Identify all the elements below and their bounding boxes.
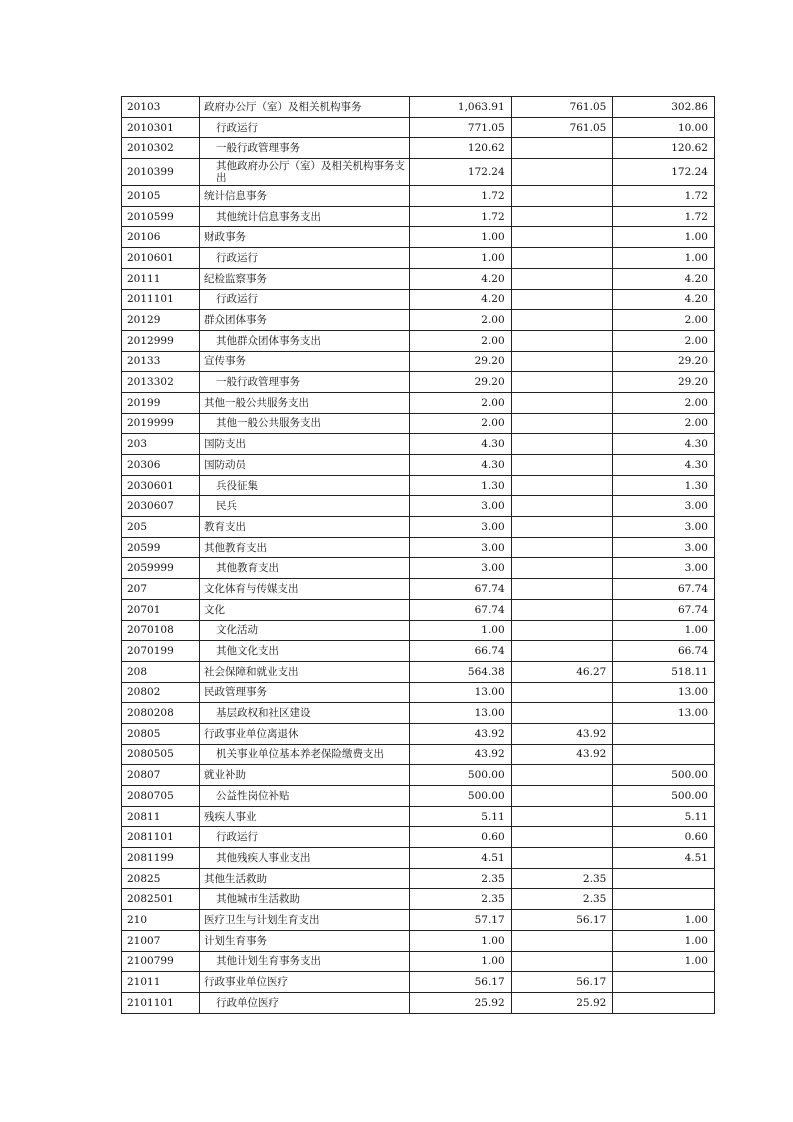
project-cell: 13.00 <box>613 682 715 703</box>
code-cell: 210 <box>122 910 200 931</box>
name-cell: 政府办公厅（室）及相关机构事务 <box>200 97 410 118</box>
table-row <box>122 227 715 248</box>
table-row <box>122 661 715 682</box>
code-cell: 20701 <box>122 599 200 620</box>
name-cell: 其他文化支出 <box>200 641 410 662</box>
project-cell: 1.72 <box>613 206 715 227</box>
table-row <box>122 268 715 289</box>
total-cell: 2.00 <box>410 413 512 434</box>
table-row <box>122 248 715 269</box>
total-cell: 1.00 <box>410 248 512 269</box>
name-cell: 就业补助 <box>200 765 410 786</box>
budget-expenditure-table <box>121 96 715 1014</box>
table-body <box>122 97 715 1014</box>
basic-cell <box>511 206 613 227</box>
table-row <box>122 537 715 558</box>
basic-cell <box>511 413 613 434</box>
table-row <box>122 455 715 476</box>
code-cell: 2010599 <box>122 206 200 227</box>
total-cell: 29.20 <box>410 372 512 393</box>
total-cell: 5.11 <box>410 806 512 827</box>
project-cell: 29.20 <box>613 372 715 393</box>
code-cell: 2101101 <box>122 992 200 1013</box>
code-cell: 20805 <box>122 723 200 744</box>
name-cell: 机关事业单位基本养老保险缴费支出 <box>200 744 410 765</box>
total-cell: 3.00 <box>410 537 512 558</box>
total-cell: 2.35 <box>410 889 512 910</box>
name-cell: 残疾人事业 <box>200 806 410 827</box>
basic-cell <box>511 558 613 579</box>
table-row <box>122 786 715 807</box>
basic-cell: 2.35 <box>511 868 613 889</box>
code-cell: 2081101 <box>122 827 200 848</box>
total-cell: 172.24 <box>410 159 512 186</box>
total-cell: 500.00 <box>410 786 512 807</box>
total-cell: 25.92 <box>410 992 512 1013</box>
table-row <box>122 186 715 207</box>
project-cell: 4.20 <box>613 289 715 310</box>
basic-cell <box>511 372 613 393</box>
code-cell: 2030607 <box>122 496 200 517</box>
total-cell: 771.05 <box>410 117 512 138</box>
basic-cell: 46.27 <box>511 661 613 682</box>
project-cell: 29.20 <box>613 351 715 372</box>
code-cell: 205 <box>122 517 200 538</box>
project-cell: 1.00 <box>613 248 715 269</box>
code-cell: 20825 <box>122 868 200 889</box>
code-cell: 20802 <box>122 682 200 703</box>
total-cell: 57.17 <box>410 910 512 931</box>
project-cell: 0.60 <box>613 827 715 848</box>
basic-cell <box>511 827 613 848</box>
basic-cell: 43.92 <box>511 723 613 744</box>
project-cell: 3.00 <box>613 496 715 517</box>
project-cell: 1.00 <box>613 620 715 641</box>
basic-cell <box>511 227 613 248</box>
basic-cell <box>511 351 613 372</box>
name-cell: 宣传事务 <box>200 351 410 372</box>
project-cell: 302.86 <box>613 97 715 118</box>
table-row <box>122 310 715 331</box>
total-cell: 4.51 <box>410 848 512 869</box>
code-cell: 20133 <box>122 351 200 372</box>
basic-cell <box>511 806 613 827</box>
project-cell <box>613 972 715 993</box>
basic-cell <box>511 599 613 620</box>
total-cell: 3.00 <box>410 517 512 538</box>
name-cell: 其他一般公共服务支出 <box>200 392 410 413</box>
project-cell: 1.30 <box>613 475 715 496</box>
name-cell: 行政事业单位医疗 <box>200 972 410 993</box>
table-row <box>122 827 715 848</box>
project-cell: 1.00 <box>613 910 715 931</box>
code-cell: 2080208 <box>122 703 200 724</box>
project-cell: 1.00 <box>613 951 715 972</box>
table-row <box>122 496 715 517</box>
total-cell: 2.35 <box>410 868 512 889</box>
project-cell: 1.72 <box>613 186 715 207</box>
project-cell: 3.00 <box>613 517 715 538</box>
basic-cell <box>511 330 613 351</box>
total-cell: 4.30 <box>410 434 512 455</box>
code-cell: 20111 <box>122 268 200 289</box>
table-row <box>122 723 715 744</box>
name-cell: 兵役征集 <box>200 475 410 496</box>
code-cell: 2011101 <box>122 289 200 310</box>
name-cell: 行政运行 <box>200 117 410 138</box>
project-cell <box>613 868 715 889</box>
project-cell: 2.00 <box>613 413 715 434</box>
project-cell: 67.74 <box>613 579 715 600</box>
name-cell: 其他一般公共服务支出 <box>200 413 410 434</box>
basic-cell <box>511 455 613 476</box>
project-cell <box>613 992 715 1013</box>
code-cell: 20129 <box>122 310 200 331</box>
code-cell: 2010302 <box>122 138 200 159</box>
name-cell: 行政运行 <box>200 289 410 310</box>
project-cell: 4.20 <box>613 268 715 289</box>
code-cell: 20807 <box>122 765 200 786</box>
name-cell: 行政运行 <box>200 248 410 269</box>
name-cell: 其他生活救助 <box>200 868 410 889</box>
total-cell: 3.00 <box>410 496 512 517</box>
name-cell: 基层政权和社区建设 <box>200 703 410 724</box>
total-cell: 2.00 <box>410 330 512 351</box>
code-cell: 2010399 <box>122 159 200 186</box>
name-cell: 财政事务 <box>200 227 410 248</box>
basic-cell: 43.92 <box>511 744 613 765</box>
name-cell: 其他教育支出 <box>200 537 410 558</box>
code-cell: 20811 <box>122 806 200 827</box>
total-cell: 4.20 <box>410 268 512 289</box>
basic-cell <box>511 848 613 869</box>
code-cell: 2059999 <box>122 558 200 579</box>
table-row <box>122 434 715 455</box>
basic-cell <box>511 537 613 558</box>
code-cell: 203 <box>122 434 200 455</box>
total-cell: 13.00 <box>410 682 512 703</box>
table-row <box>122 765 715 786</box>
table-row <box>122 620 715 641</box>
basic-cell <box>511 310 613 331</box>
name-cell: 文化活动 <box>200 620 410 641</box>
project-cell: 172.24 <box>613 159 715 186</box>
code-cell: 20306 <box>122 455 200 476</box>
code-cell: 2012999 <box>122 330 200 351</box>
project-cell: 2.00 <box>613 310 715 331</box>
total-cell: 0.60 <box>410 827 512 848</box>
basic-cell <box>511 248 613 269</box>
name-cell: 行政单位医疗 <box>200 992 410 1013</box>
basic-cell <box>511 703 613 724</box>
table-row <box>122 475 715 496</box>
project-cell <box>613 744 715 765</box>
total-cell: 67.74 <box>410 579 512 600</box>
project-cell: 120.62 <box>613 138 715 159</box>
basic-cell <box>511 496 613 517</box>
name-cell: 社会保障和就业支出 <box>200 661 410 682</box>
project-cell: 10.00 <box>613 117 715 138</box>
basic-cell: 25.92 <box>511 992 613 1013</box>
table-row <box>122 599 715 620</box>
table-row <box>122 682 715 703</box>
basic-cell <box>511 930 613 951</box>
total-cell: 1.30 <box>410 475 512 496</box>
basic-cell: 56.17 <box>511 972 613 993</box>
total-cell: 56.17 <box>410 972 512 993</box>
basic-cell <box>511 392 613 413</box>
name-cell: 文化体育与传媒支出 <box>200 579 410 600</box>
basic-cell: 761.05 <box>511 97 613 118</box>
name-cell: 其他群众团体事务支出 <box>200 330 410 351</box>
name-cell: 其他统计信息事务支出 <box>200 206 410 227</box>
table-row <box>122 206 715 227</box>
total-cell: 2.00 <box>410 392 512 413</box>
code-cell: 21007 <box>122 930 200 951</box>
table-row <box>122 289 715 310</box>
name-cell: 其他计划生育事务支出 <box>200 951 410 972</box>
basic-cell <box>511 786 613 807</box>
table-row <box>122 413 715 434</box>
code-cell: 208 <box>122 661 200 682</box>
total-cell: 1.00 <box>410 620 512 641</box>
project-cell: 3.00 <box>613 537 715 558</box>
name-cell: 其他残疾人事业支出 <box>200 848 410 869</box>
table-row <box>122 372 715 393</box>
table-row <box>122 117 715 138</box>
total-cell: 4.20 <box>410 289 512 310</box>
table-row <box>122 806 715 827</box>
total-cell: 1,063.91 <box>410 97 512 118</box>
code-cell: 2080705 <box>122 786 200 807</box>
name-cell: 行政运行 <box>200 827 410 848</box>
code-cell: 20199 <box>122 392 200 413</box>
basic-cell <box>511 138 613 159</box>
name-cell: 统计信息事务 <box>200 186 410 207</box>
table-row <box>122 868 715 889</box>
total-cell: 2.00 <box>410 310 512 331</box>
name-cell: 国防支出 <box>200 434 410 455</box>
table-row <box>122 351 715 372</box>
name-cell: 计划生育事务 <box>200 930 410 951</box>
project-cell: 5.11 <box>613 806 715 827</box>
name-cell: 其他城市生活救助 <box>200 889 410 910</box>
total-cell: 1.72 <box>410 206 512 227</box>
project-cell: 13.00 <box>613 703 715 724</box>
table-row <box>122 558 715 579</box>
code-cell: 2013302 <box>122 372 200 393</box>
name-cell: 其他教育支出 <box>200 558 410 579</box>
name-cell: 其他政府办公厅（室）及相关机构事务支出 <box>200 159 410 186</box>
total-cell: 13.00 <box>410 703 512 724</box>
basic-cell: 761.05 <box>511 117 613 138</box>
table-row <box>122 910 715 931</box>
name-cell: 国防动员 <box>200 455 410 476</box>
table-row <box>122 703 715 724</box>
total-cell: 1.72 <box>410 186 512 207</box>
name-cell: 公益性岗位补贴 <box>200 786 410 807</box>
table-row <box>122 138 715 159</box>
code-cell: 20106 <box>122 227 200 248</box>
table-row <box>122 992 715 1013</box>
total-cell: 66.74 <box>410 641 512 662</box>
name-cell: 民兵 <box>200 496 410 517</box>
table-row <box>122 579 715 600</box>
code-cell: 207 <box>122 579 200 600</box>
total-cell: 500.00 <box>410 765 512 786</box>
code-cell: 2100799 <box>122 951 200 972</box>
project-cell <box>613 889 715 910</box>
code-cell: 2070199 <box>122 641 200 662</box>
basic-cell: 56.17 <box>511 910 613 931</box>
total-cell: 1.00 <box>410 930 512 951</box>
code-cell: 20599 <box>122 537 200 558</box>
table-row <box>122 641 715 662</box>
project-cell: 4.30 <box>613 434 715 455</box>
basic-cell <box>511 620 613 641</box>
table-row <box>122 744 715 765</box>
table-row <box>122 930 715 951</box>
table-row <box>122 159 715 186</box>
total-cell: 1.00 <box>410 227 512 248</box>
basic-cell <box>511 434 613 455</box>
project-cell: 1.00 <box>613 930 715 951</box>
total-cell: 67.74 <box>410 599 512 620</box>
code-cell: 21011 <box>122 972 200 993</box>
basic-cell <box>511 517 613 538</box>
code-cell: 2030601 <box>122 475 200 496</box>
table-row <box>122 517 715 538</box>
total-cell: 43.92 <box>410 744 512 765</box>
total-cell: 29.20 <box>410 351 512 372</box>
name-cell: 文化 <box>200 599 410 620</box>
name-cell: 一般行政管理事务 <box>200 372 410 393</box>
code-cell: 2081199 <box>122 848 200 869</box>
total-cell: 3.00 <box>410 558 512 579</box>
total-cell: 4.30 <box>410 455 512 476</box>
name-cell: 教育支出 <box>200 517 410 538</box>
project-cell: 3.00 <box>613 558 715 579</box>
basic-cell <box>511 289 613 310</box>
basic-cell <box>511 268 613 289</box>
basic-cell <box>511 579 613 600</box>
basic-cell <box>511 765 613 786</box>
basic-cell <box>511 641 613 662</box>
basic-cell <box>511 475 613 496</box>
project-cell: 66.74 <box>613 641 715 662</box>
name-cell: 群众团体事务 <box>200 310 410 331</box>
code-cell: 2010301 <box>122 117 200 138</box>
name-cell: 纪检监察事务 <box>200 268 410 289</box>
total-cell: 43.92 <box>410 723 512 744</box>
total-cell: 120.62 <box>410 138 512 159</box>
table-row <box>122 972 715 993</box>
code-cell: 2019999 <box>122 413 200 434</box>
basic-cell <box>511 951 613 972</box>
table-row <box>122 848 715 869</box>
name-cell: 民政管理事务 <box>200 682 410 703</box>
code-cell: 2082501 <box>122 889 200 910</box>
total-cell: 1.00 <box>410 951 512 972</box>
basic-cell <box>511 682 613 703</box>
project-cell: 2.00 <box>613 330 715 351</box>
code-cell: 2080505 <box>122 744 200 765</box>
code-cell: 2010601 <box>122 248 200 269</box>
name-cell: 一般行政管理事务 <box>200 138 410 159</box>
project-cell: 518.11 <box>613 661 715 682</box>
basic-cell <box>511 186 613 207</box>
project-cell: 67.74 <box>613 599 715 620</box>
project-cell: 500.00 <box>613 765 715 786</box>
project-cell: 4.51 <box>613 848 715 869</box>
name-cell: 行政事业单位离退休 <box>200 723 410 744</box>
project-cell: 1.00 <box>613 227 715 248</box>
table-row <box>122 951 715 972</box>
project-cell <box>613 723 715 744</box>
table-row <box>122 889 715 910</box>
project-cell: 2.00 <box>613 392 715 413</box>
table-row <box>122 97 715 118</box>
table-row <box>122 392 715 413</box>
table-row <box>122 330 715 351</box>
code-cell: 20105 <box>122 186 200 207</box>
code-cell: 20103 <box>122 97 200 118</box>
basic-cell: 2.35 <box>511 889 613 910</box>
project-cell: 4.30 <box>613 455 715 476</box>
project-cell: 500.00 <box>613 786 715 807</box>
code-cell: 2070108 <box>122 620 200 641</box>
basic-cell <box>511 159 613 186</box>
total-cell: 564.38 <box>410 661 512 682</box>
name-cell: 医疗卫生与计划生育支出 <box>200 910 410 931</box>
